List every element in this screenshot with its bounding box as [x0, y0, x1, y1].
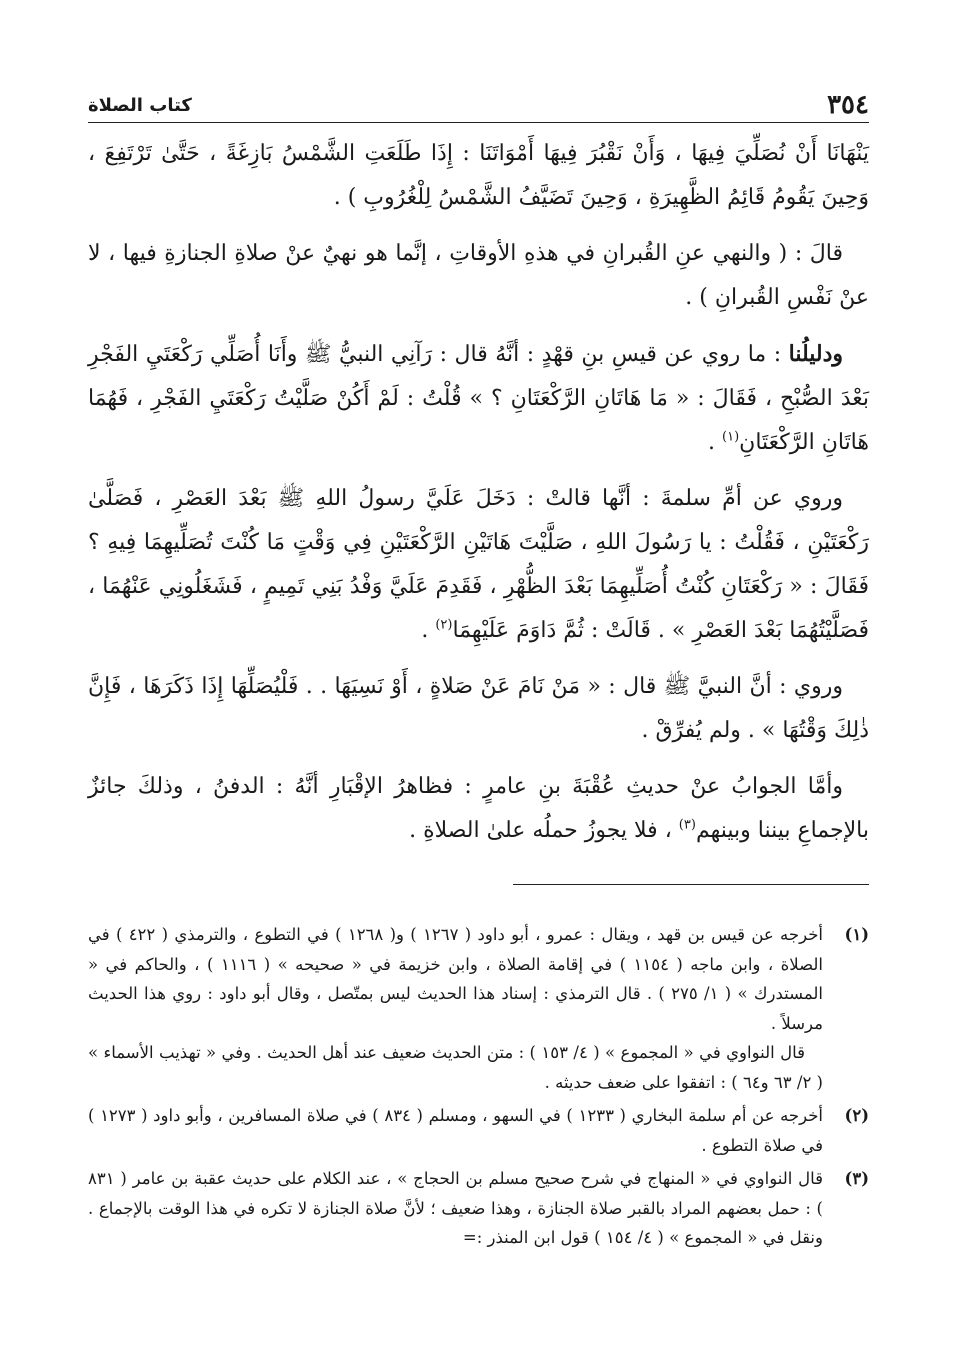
paragraph-text: وروي : أنَّ النبيَّ ﷺ قال : « مَنْ نَامَ عَنْ صَلاةٍ ، أَوْ نَسِيَهَا . . فَلْيُصَلِّهَا إِذَا ذَكَرَهَا ، فَإِنَّ ذٰلِكَ وَقْتُهَا » . ولم يُفرِّقْ .	[88, 674, 869, 743]
paragraph	[88, 665, 869, 753]
footnotes-section	[88, 920, 869, 1257]
paragraph-text: وأمَّا الجوابُ عنْ حديثِ عُقْبَةَ بنِ عامرٍ : فظاهرُ الإقْبَارِ أنَّهُ : الدفنُ ، وذلكَ جائزٌ بالإجماعِ بيننا وبينهم	[88, 774, 869, 843]
paragraph	[88, 477, 869, 653]
footnote-line: قال النواوي في « المجموع » ( ٤/ ١٥٣ ) : متن الحديث ضعيف عند أهل الحديث . وفي « تهذيب الأسماء » ( ٢/ ٦٣ و٦٤ ) : اتفقوا على ضعف حديثه .	[88, 1043, 823, 1092]
paragraph	[88, 232, 869, 320]
footnote-ref[interactable]: (٢)	[435, 617, 453, 633]
paragraph-text: يَنْهَانَا أَنْ نُصَلِّيَ فِيهَا ، وَأَنْ نَقْبُرَ فِيهَا أَمْوَاتَنَا : إِذَا طَلَعَتِ الشَّمْسُ بَازِغَةً ، حَتَّىٰ تَرْتَفِعَ ، وَحِينَ يَقُومُ قَائِمُ الظَّهِيرَةِ ، وَحِينَ تَضَيَّفُ الشَّمْسُ لِلْغُرُوبِ ) .	[88, 141, 869, 210]
paragraph	[88, 132, 869, 220]
paragraph-lead: ودليلُنا	[788, 341, 843, 367]
footnote-line: قال النواوي في « المنهاج في شرح صحيح مسلم بن الحجاج » ، عند الكلام على حديث عقبة بن عامر ( ٨٣١ ) : حمل بعضهم المراد بالقبر صلاة الجنازة ، وهذا ضعيف ؛ لأنَّ صلاة الجنازة لا تكره في هذا الوقت بالإجماع . ونقل في « المجموع » ( ٤/ ١٥٤ ) قول ابن المنذر :=	[88, 1169, 823, 1247]
footnote-line: أخرجه عن أم سلمة البخاري ( ١٢٣٣ ) في السهو ، ومسلم ( ٨٣٤ ) في صلاة المسافرين ، وأبو داود ( ١٢٧٣ ) في صلاة التطوع .	[88, 1106, 824, 1155]
paragraph	[88, 332, 869, 465]
paragraph	[88, 765, 869, 853]
footnote-ref[interactable]: (٣)	[678, 817, 696, 833]
paragraph-text: قالَ : ( والنهي عنِ القُبرانِ في هذهِ الأوقاتِ ، إنَّما هو نهيٌ عنْ صلاةِ الجنازةِ فيها ، لا عنْ نَفْسِ القُبرانِ ) .	[88, 241, 869, 310]
footnote	[88, 920, 869, 1097]
footnote-body	[88, 1101, 823, 1160]
page-number: ٣٥٤	[827, 90, 869, 120]
paragraph-text-end: ، فلا يجوزُ حملُه علىٰ الصلاةِ .	[409, 818, 679, 843]
paragraph-text-end: .	[708, 430, 723, 455]
footnote-divider	[513, 884, 869, 885]
footnote	[88, 1101, 869, 1160]
paragraph-text: : ما روي عن قيسِ بنِ قهْدٍ : أنَّهُ قال : رَآنِي النبيُّ ﷺ وأَنَا أُصَلِّي رَكْعَتَيِ الفَجْرِ بَعْدَ الصُّبْحِ ، فَقَالَ : « مَا هَاتَانِ الرَّكْعَتَانِ ؟ » قُلْتُ : لَمْ أَكُنْ صَلَّيْتُ رَكْعَتَيِ الفَجْرِ ، فَهُمَا هَاتَانِ الرَّكْعَتَانِ	[88, 342, 869, 455]
footnote-number: (٢)	[844, 1106, 869, 1125]
page-header	[88, 82, 869, 123]
footnote-ref[interactable]: (١)	[722, 429, 740, 445]
main-text	[88, 132, 869, 865]
footnote-number: (١)	[844, 925, 869, 944]
footnote-number: (٣)	[844, 1169, 869, 1188]
book-title: كتاب الصلاة	[88, 95, 192, 116]
footnote-line: أخرجه عن قيس بن قهد ، ويقال : عمرو ، أبو داود ( ١٢٦٧ ) و( ١٢٦٨ ) في التطوع ، والترمذي ( ٤٢٢ ) في الصلاة ، وابن ماجه ( ١١٥٤ ) في إقامة الصلاة ، وابن خزيمة في « صحيحه » ( ١١١٦ ) ، والحاكم في « المستدرك » ( ١/ ٢٧٥ ) . قال الترمذي : إسناد هذا الحديث ليس بمتّصل ، وقال أبو داود : روي هذا الحديث مرسلاً .	[88, 925, 823, 1033]
paragraph-text-end: .	[421, 618, 436, 643]
footnote	[88, 1164, 869, 1253]
footnote-body	[88, 920, 823, 1097]
paragraph-text: وروي عن أمِّ سلمةَ : أنَّها قالتْ : دَخَلَ عَلَيَّ رسولُ اللهِ ﷺ بَعْدَ العَصْرِ ، فَصَلَّىٰ رَكْعَتَيْنِ ، فَقُلْتُ : يا رَسُولَ اللهِ ، صَلَّيْتَ هَاتَيْنِ الرَّكْعَتَيْنِ فِي وَقْتٍ مَا كُنْتَ تُصَلِّيهِمَا فِيهِ ؟ فَقَالَ : « رَكْعَتَانِ كُنْتُ أُصَلِّيهِمَا بَعْدَ الظُّهْرِ ، فَقَدِمَ عَلَيَّ وَفْدُ بَنِي تَمِيمٍ ، فَشَغَلُونِي عَنْهُمَا ، فَصَلَّيْتُهُمَا بَعْدَ العَصْرِ » . قَالَتْ : ثُمَّ دَاوَمَ عَلَيْهِمَا	[88, 486, 869, 643]
footnote-body	[88, 1164, 823, 1253]
